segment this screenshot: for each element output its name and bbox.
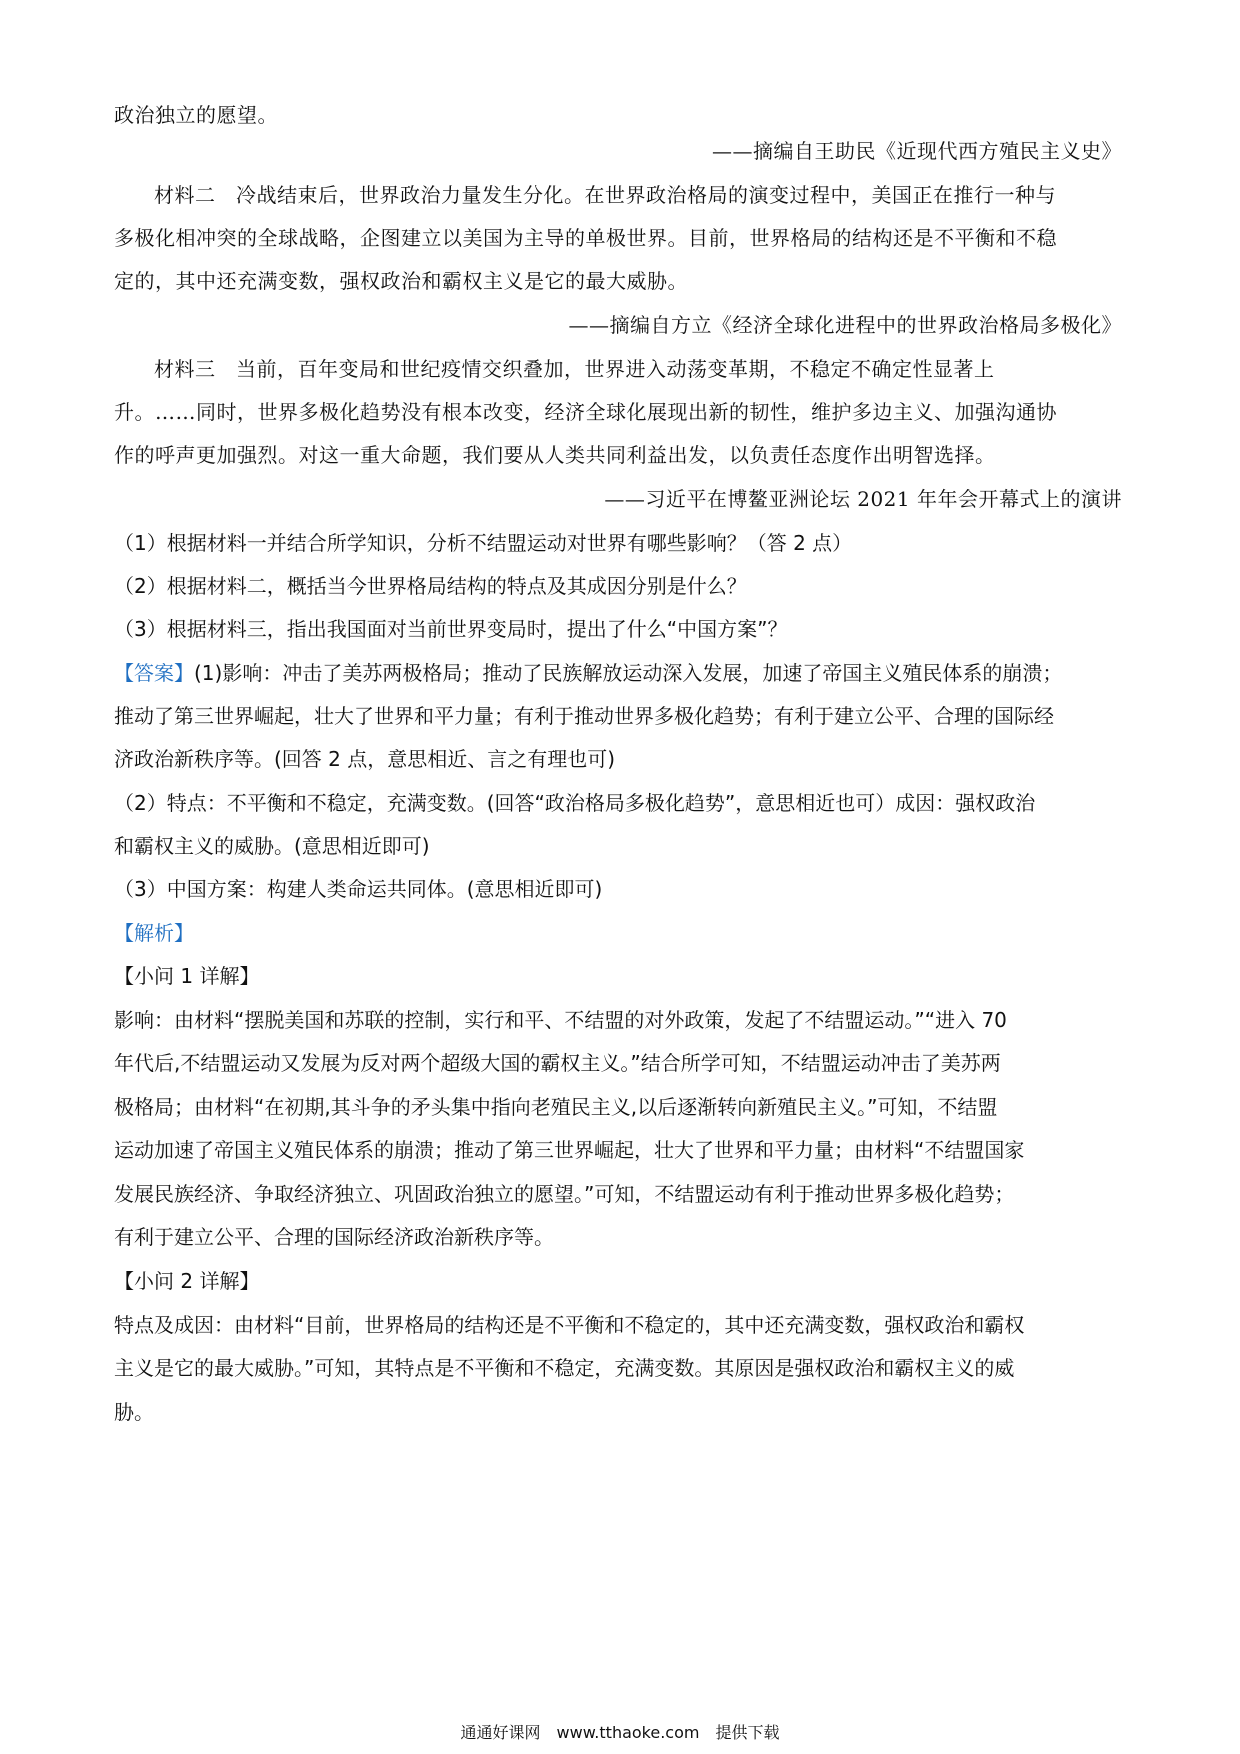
analysis-tag: 【解析】 <box>114 921 194 945</box>
analysis-line: 极格局；由材料“在初期,其斗争的矛头集中指向老殖民主义,以后逐渐转向新殖民主义。”可知，不结盟 <box>114 1095 998 1119</box>
analysis-line: 特点及成因：由材料“目前，世界格局的结构还是不平衡和不稳定的，其中还充满变数，强权政治和霸权 <box>114 1313 1025 1337</box>
material2-line: 材料二 冷战结束后，世界政治力量发生分化。在世界政治格局的演变过程中，美国正在推行一种与 <box>154 183 1056 207</box>
material2-line: 多极化相冲突的全球战略，企图建立以美国为主导的单极世界。目前，世界格局的结构还是不平衡和不稳 <box>114 226 1057 250</box>
analysis-line: 运动加速了帝国主义殖民体系的崩溃；推动了第三世界崛起，壮大了世界和平力量；由材料“不结盟国家 <box>114 1138 1025 1162</box>
question-1: （1）根据材料一并结合所学知识，分析不结盟运动对世界有哪些影响？（答 2 点） <box>114 531 853 555</box>
material2-line: 定的，其中还充满变数，强权政治和霸权主义是它的最大威胁。 <box>114 269 688 293</box>
material1-tail: 政治独立的愿望。 <box>114 103 278 127</box>
analysis-line: 发展民族经济、争取经济独立、巩固政治独立的愿望。”可知，不结盟运动有利于推动世界多极化趋势； <box>114 1182 1015 1206</box>
answer-line: 推动了第三世界崛起，壮大了世界和平力量；有利于推动世界多极化趋势；有利于建立公平、合理的国际经 <box>114 704 1054 728</box>
answer-tag: 【答案】 <box>114 661 194 685</box>
answer-line: 和霸权主义的威胁。(意思相近即可) <box>114 834 430 858</box>
analysis-line: 主义是它的最大威胁。”可知，其特点是不平衡和不稳定，充满变数。其原因是强权政治和霸权主义的威 <box>114 1356 1015 1380</box>
material3-line: 材料三 当前，百年变局和世纪疫情交织叠加，世界进入动荡变革期，不稳定不确定性显著上 <box>154 357 995 381</box>
material3-line: 作的呼声更加强烈。对这一重大命题，我们要从人类共同利益出发，以负责任态度作出明智选择。 <box>114 443 996 467</box>
answer-line <box>114 658 1124 688</box>
analysis-line: 胁。 <box>114 1400 154 1424</box>
subquestion-1-title: 【小问 1 详解】 <box>114 964 260 988</box>
answer-text: (1)影响：冲击了美苏两极格局；推动了民族解放运动深入发展，加速了帝国主义殖民体系的崩溃； <box>194 661 1063 685</box>
material1-source: ——摘编自王助民《近现代西方殖民主义史》 <box>712 139 1122 163</box>
answer-line: （2）特点：不平衡和不稳定，充满变数。(回答“政治格局多极化趋势”，意思相近也可）成因：强权政治 <box>114 791 1036 815</box>
subquestion-2-title: 【小问 2 详解】 <box>114 1269 260 1293</box>
material3-line: 升。……同时，世界多极化趋势没有根本改变，经济全球化展现出新的韧性，维护多边主义、加强沟通协 <box>114 400 1057 424</box>
question-2: （2）根据材料二，概括当今世界格局结构的特点及其成因分别是什么？ <box>114 574 747 598</box>
analysis-line: 影响：由材料“摆脱美国和苏联的控制，实行和平、不结盟的对外政策，发起了不结盟运动。”“进入 70 <box>114 1008 1007 1032</box>
question-3: （3）根据材料三，指出我国面对当前世界变局时，提出了什么“中国方案”？ <box>114 617 788 641</box>
answer-line: 济政治新秩序等。(回答 2 点，意思相近、言之有理也可) <box>114 747 616 771</box>
material3-source: ——习近平在博鳌亚洲论坛 2021 年年会开幕式上的演讲 <box>604 487 1122 511</box>
page-footer: 通通好课网 www.tthaoke.com 提供下载 <box>460 1723 780 1742</box>
answer-line: （3）中国方案：构建人类命运共同体。(意思相近即可) <box>114 877 603 901</box>
analysis-line: 年代后,不结盟运动又发展为反对两个超级大国的霸权主义。”结合所学可知，不结盟运动冲击了美苏两 <box>114 1051 1001 1075</box>
material2-source: ——摘编自方立《经济全球化进程中的世界政治格局多极化》 <box>568 313 1122 337</box>
analysis-line: 有利于建立公平、合理的国际经济政治新秩序等。 <box>114 1225 554 1249</box>
